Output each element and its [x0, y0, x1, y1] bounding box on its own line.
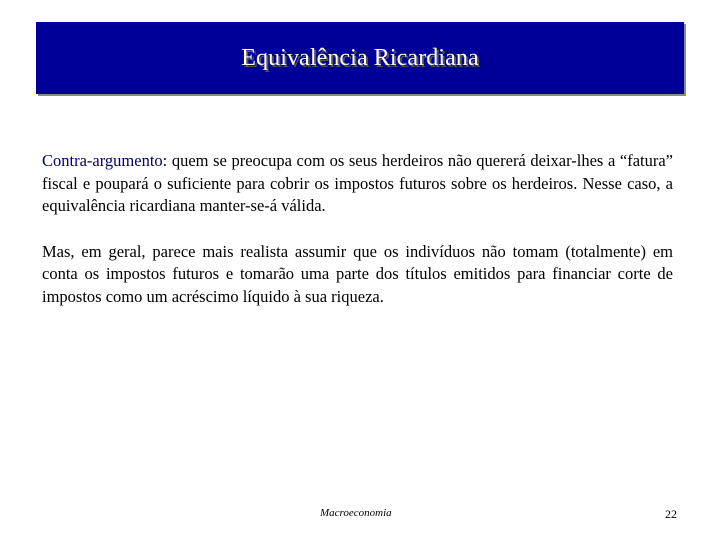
paragraph-counter-argument [42, 150, 673, 218]
slide-title-bar [36, 22, 684, 94]
footer-subject: Macroeconomia [320, 507, 392, 519]
footer-page-number: 22 [665, 507, 677, 521]
paragraph-text: quem se preocupa com os seus herdeiros não quererá deixar-lhes a “fatura” fiscal e poupará o suficiente para cobrir os impostos futuros sobre os herdeiros. Nesse caso, a equivalência ricardiana manter-se-á válida. [42, 151, 673, 215]
slide-title: Equivalência Ricardiana [241, 44, 479, 71]
paragraph-general-view [42, 241, 673, 309]
slide-body [42, 150, 673, 331]
paragraph-text: Mas, em geral, parece mais realista assumir que os indivíduos não tomam (totalmente) em conta os impostos futuros e tomarão uma parte dos títulos emitidos para financiar corte de impostos como um acréscimo líquido à sua riqueza. [42, 241, 673, 306]
paragraph-lead: Contra-argumento: [42, 151, 168, 170]
